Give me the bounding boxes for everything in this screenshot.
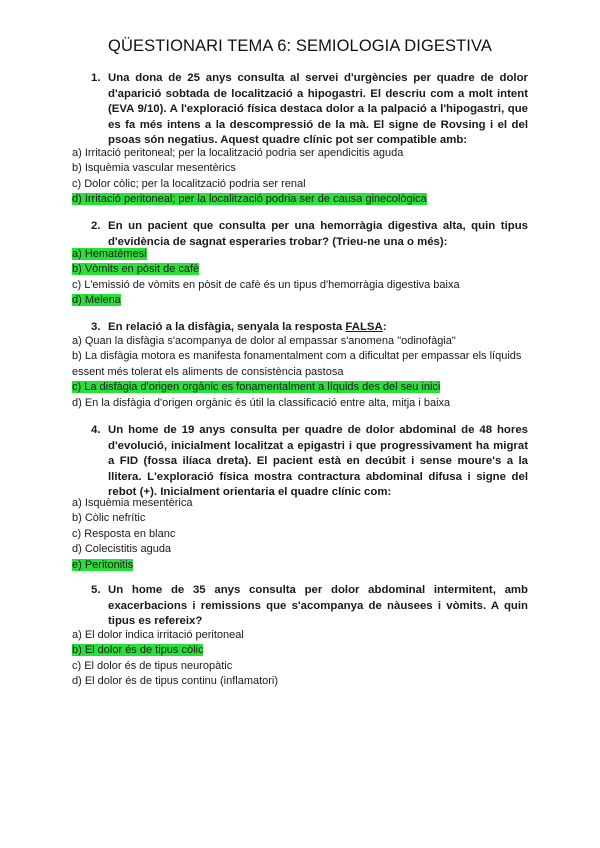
option-a: a) El dolor indica irritació peritoneal xyxy=(72,629,244,641)
question-stem xyxy=(91,583,528,630)
question-5 xyxy=(72,583,528,630)
option-c: c) Resposta en blanc xyxy=(72,527,176,540)
question-stem xyxy=(91,71,528,149)
question-number: 5. xyxy=(91,584,101,596)
question-text-suffix: : xyxy=(382,321,387,333)
option-a-highlighted: a) Hematèmesi xyxy=(72,248,147,260)
false-keyword: FALSA xyxy=(345,321,383,333)
options-q4 xyxy=(72,496,542,573)
option-a: a) Isquèmia mesentèrica xyxy=(72,497,193,509)
options-q5 xyxy=(72,628,542,690)
option-c: c) L'emissió de vòmits en pòsit de cafè és un tipus d'hemorràgia digestiva baixa xyxy=(72,278,460,291)
option-b: b) Isquèmia vascular mesentèrics xyxy=(72,162,236,175)
option-c-highlighted: c) La disfàgia d'origen orgànic es fonamentalment a líquids des del seu inici xyxy=(72,381,441,394)
options-q1 xyxy=(72,146,542,208)
question-stem xyxy=(91,423,528,501)
question-number: 3. xyxy=(91,321,101,333)
question-text: Un home de 35 anys consulta per dolor abdominal intermitent, amb exacerbacions i remissions que s'acompanya de nàusees i vòmits. A quin tipus es refereix? xyxy=(108,584,528,628)
question-text: En relació a la disfàgia, senyala la resposta xyxy=(108,321,346,333)
question-4 xyxy=(72,423,528,501)
question-text: En un pacient que consulta per una hemorràgia digestiva alta, quin tipus d'evidència de sagnat esperaries trobar? (Trieu-ne una o més): xyxy=(108,220,528,248)
question-number: 2. xyxy=(91,220,101,232)
question-number: 4. xyxy=(91,424,101,436)
option-a: a) Quan la disfàgia s'acompanya de dolor al empassar s'anomena "odinofàgia" xyxy=(72,335,456,347)
options-q2 xyxy=(72,247,542,309)
option-d-highlighted: d) Irritació peritoneal; per la localització podria ser de causa ginecològica xyxy=(72,193,427,206)
option-d-highlighted: d) Melena xyxy=(72,294,121,307)
option-b: b) Còlic nefrític xyxy=(72,512,146,525)
options-q3 xyxy=(72,334,542,411)
option-d: d) Colecistitis aguda xyxy=(72,543,172,556)
question-2 xyxy=(72,219,528,250)
option-e-highlighted: e) Peritonitis xyxy=(72,558,134,571)
question-text: Un home de 19 anys consulta per quadre de dolor abdominal de 48 hores d'evolució, inicialment localitzat a epigastri i que progressivament ha migrat a FID (fossa ilíaca dreta). El pacient està en decúbit i sense moure's a la llitera. L'exploració física mostra contractura abdominal difusa i signe del rebot (+). Inicialment orientaria el quadre clínic com: xyxy=(108,424,528,499)
question-number: 1. xyxy=(91,72,101,84)
option-b: b) La disfàgia motora es manifesta fonamentalment com a dificultat per empassar els líquids essent més tolerat els aliments de consistència pastosa xyxy=(72,350,522,378)
question-text: Una dona de 25 anys consulta al servei d'urgències per quadre de dolor d'aparició sobtada de localització a hipogastri. El descriu com a molt intent (EVA 9/10). A l'exploració física destaca dolor a la palpació a l'hipogastri, que es fa més intens a la descompressió de la mà. El signe de Rovsing i el del psoas són negatius. Aquest quadre clínic pot ser compatible amb: xyxy=(108,72,528,147)
option-b-highlighted: b) Vòmits en pòsit de cafè xyxy=(72,263,200,276)
question-1 xyxy=(72,71,528,149)
option-b-highlighted: b) El dolor és de tipus còlic xyxy=(72,644,204,657)
option-c: c) El dolor és de tipus neuropàtic xyxy=(72,659,233,672)
page-title: QÜESTIONARI TEMA 6: SEMIOLOGIA DIGESTIVA xyxy=(108,37,492,55)
option-d: d) En la disfàgia d'origen orgànic és útil la classificació entre alta, mitja i baixa xyxy=(72,396,451,409)
option-c: c) Dolor còlic; per la localització podria ser renal xyxy=(72,177,306,190)
option-a: a) Irritació peritoneal; per la localització podria ser apendicitis aguda xyxy=(72,147,404,159)
question-stem xyxy=(91,219,528,250)
option-d: d) El dolor és de tipus continu (inflamatori) xyxy=(72,675,279,688)
